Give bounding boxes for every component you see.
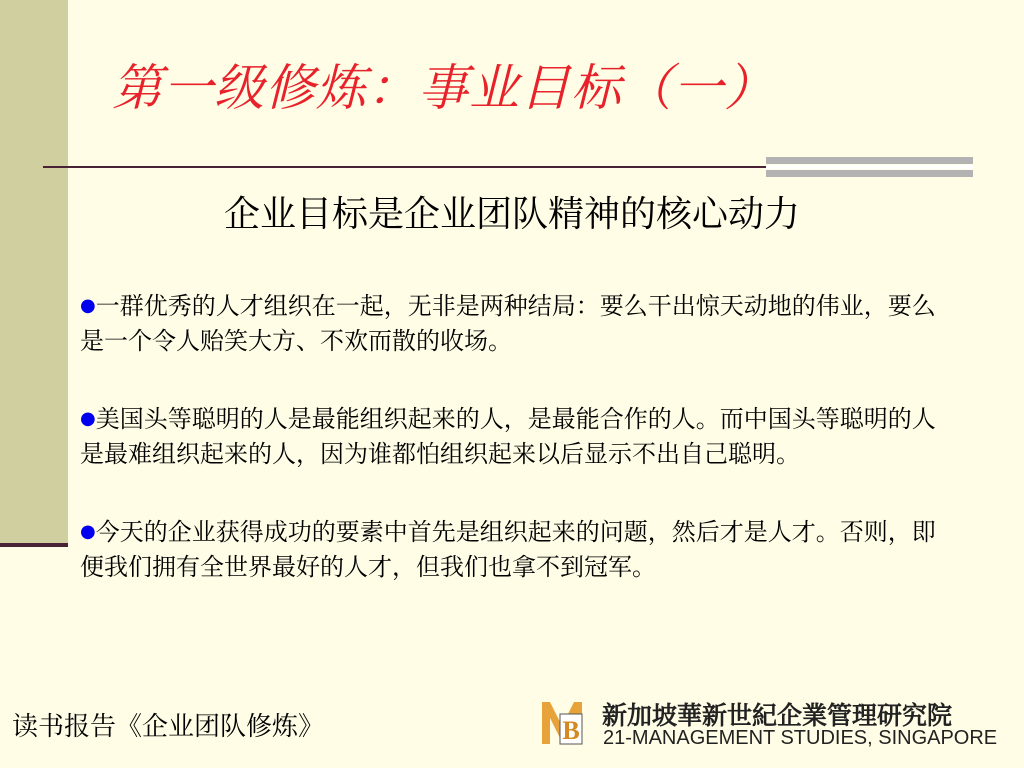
bullet-text: 今天的企业获得成功的要素中首先是组织起来的问题，然后才是人才。否则，即便我们拥有全世界最好的人才，但我们也拿不到冠军。	[80, 518, 936, 581]
bullet-dot-icon: ●	[80, 295, 96, 316]
left-sidebar-band	[0, 0, 68, 546]
mb-logo-icon	[540, 696, 596, 748]
bullet-text: 美国头等聪明的人是最能组织起来的人，是最能合作的人。而中国头等聪明的人是最难组织起来的人，因为谁都怕组织起来以后显示不出自己聪明。	[80, 405, 936, 468]
slide-subtitle: 企业目标是企业团队精神的核心动力	[223, 194, 800, 235]
left-sidebar-underline	[0, 543, 68, 547]
title-divider-accent	[766, 157, 973, 177]
logo-english-name: 21-MANAGEMENT STUDIES, SINGAPORE	[603, 727, 998, 749]
slide-title: 第一级修炼：事业目标（一）	[112, 59, 775, 117]
bullet-dot-icon: ●	[80, 408, 96, 429]
bullet-text: 一群优秀的人才组织在一起，无非是两种结局：要么干出惊天动地的伟业，要么是一个令人贻笑大方、不欢而散的收场。	[80, 292, 936, 355]
bullet-item	[80, 514, 942, 585]
company-logo	[540, 696, 1000, 752]
footer-report-title: 读书报告《企业团队修炼》	[12, 712, 325, 742]
bullet-dot-icon: ●	[80, 521, 96, 542]
bullet-item	[80, 401, 942, 472]
logo-chinese-name: 新加坡華新世紀企業管理研究院	[602, 701, 953, 730]
title-divider	[43, 166, 773, 168]
bullet-list	[80, 288, 942, 627]
bullet-item	[80, 288, 942, 359]
svg-text:B: B	[562, 716, 580, 745]
